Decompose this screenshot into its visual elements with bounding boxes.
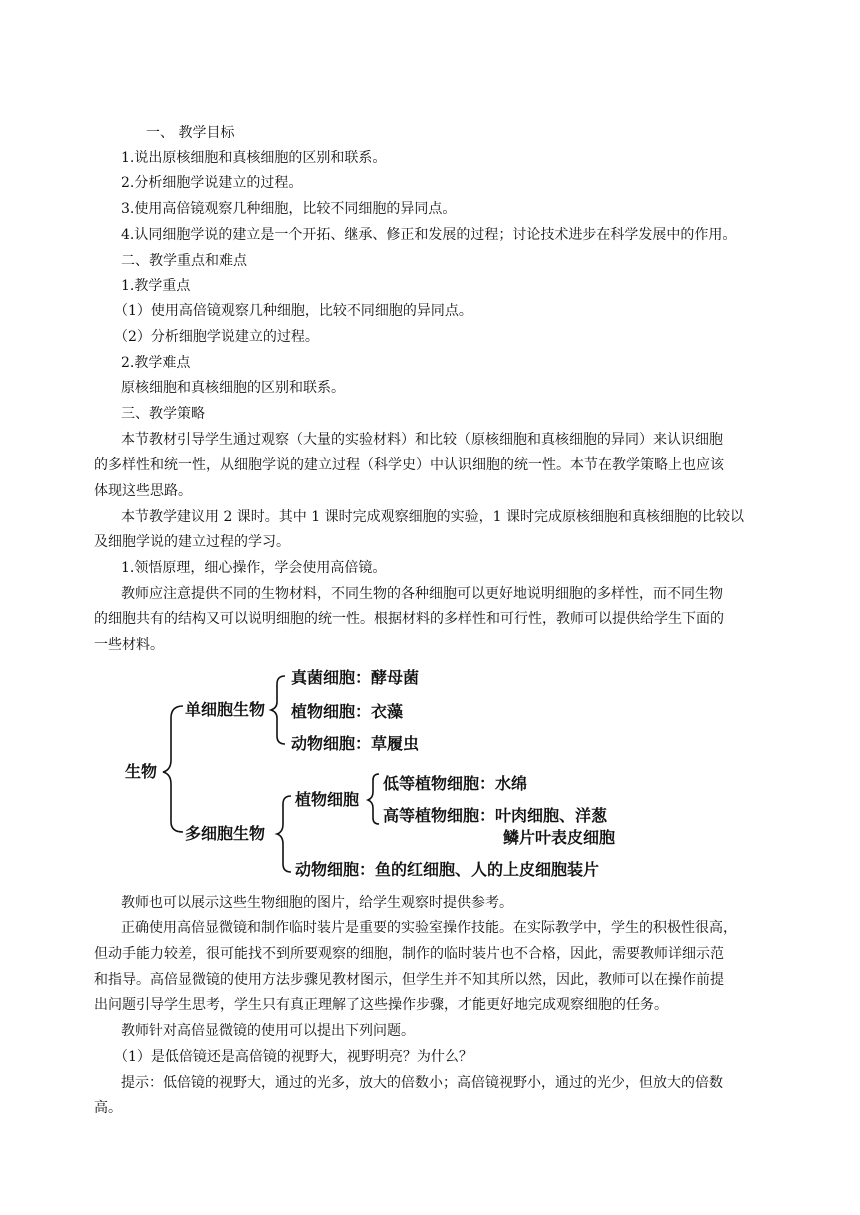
objective-2: 2.分析细胞学说建立的过程。	[121, 175, 303, 191]
strategy-p2-line1: 本节教学建议用 2 课时。其中 1 课时完成观察细胞的实验，1 课时完成原核细胞和真核细胞的比较以	[121, 509, 744, 525]
diagram-animal-uni: 动物细胞：草履虫	[291, 734, 420, 753]
strategy-p1-line3: 体现这些思路。	[94, 483, 192, 499]
diagram-higher-plant-1: 高等植物细胞：叶肉细胞、洋葱	[383, 806, 608, 825]
strategy-sub1: 1.领悟原理，细心操作，学会使用高倍镜。	[121, 560, 387, 576]
section1-heading: 一、 教学目标	[146, 125, 235, 141]
diagram-animal-multi: 动物细胞：鱼的红细胞、人的上皮细胞装片	[295, 860, 600, 879]
diagram-plant-uni: 植物细胞：衣藻	[291, 702, 404, 721]
strategy-p4-line2: 但动手能力较差，很可能找不到所要观察的细胞，制作的临时装片也不合格，因此，需要教师详细示范	[94, 946, 724, 962]
root-brace	[163, 706, 183, 832]
key-points-title: 1.教学重点	[121, 278, 191, 294]
multicellular-brace	[277, 796, 291, 872]
strategy-p5: 教师针对高倍显微镜的使用可以提出下列问题。	[121, 1023, 415, 1039]
diagram-unicellular: 单细胞生物	[185, 700, 266, 719]
diagram-multicellular: 多细胞生物	[185, 824, 266, 843]
strategy-p3-line3: 一些材料。	[94, 637, 164, 653]
unicellular-brace	[271, 676, 285, 744]
plant-multi-brace	[368, 774, 379, 824]
key-point-2: （2）分析细胞学说建立的过程。	[114, 329, 319, 345]
diagram-fungi: 真菌细胞：酵母菌	[291, 668, 420, 687]
diagram-plant-multi: 植物细胞	[295, 790, 360, 809]
hint-line1: 提示：低倍镜的视野大，通过的光多，放大的倍数小；高倍镜视野小，通过的光少，但放大的倍数	[121, 1075, 723, 1091]
after-diagram-text: 教师也可以展示这些生物细胞的图片，给学生观察时提供参考。	[121, 895, 513, 911]
diagram-root: 生物	[125, 762, 158, 781]
strategy-p3-line2: 的细胞共有的结构又可以说明细胞的统一性。根据材料的多样性和可行性，教师可以提供给学生下面的	[94, 611, 724, 627]
organism-classification-diagram	[115, 662, 675, 884]
strategy-p4-line1: 正确使用高倍显微镜和制作临时装片是重要的实验室操作技能。在实际教学中，学生的积极性很高，	[121, 920, 737, 936]
diagram-lower-plant: 低等植物细胞：水绵	[383, 774, 528, 793]
question-1: （1）是低倍镜还是高倍镜的视野大，视野明亮？为什么？	[114, 1049, 473, 1065]
strategy-p4-line3: 和指导。高倍显微镜的使用方法步骤见教材图示，但学生并不知其所以然，因此，教师可以在操作前提	[94, 972, 724, 988]
strategy-p2-line2: 及细胞学说的建立过程的学习。	[94, 534, 290, 550]
strategy-p3-line1: 教师应注意提供不同的生物材料，不同生物的各种细胞可以更好地说明细胞的多样性，而不同生物	[121, 586, 723, 602]
diagram-higher-plant-2: 鳞片叶表皮细胞	[503, 828, 616, 847]
strategy-p1-line2: 的多样性和统一性，从细胞学说的建立过程（科学史）中认识细胞的统一性。本节在教学策略上也应该	[94, 457, 724, 473]
hint-line2: 高。	[94, 1100, 122, 1116]
key-point-1: （1）使用高倍镜观察几种细胞，比较不同细胞的异同点。	[114, 303, 473, 319]
difficulty-text: 原核细胞和真核细胞的区别和联系。	[121, 380, 345, 396]
diagram-braces	[115, 662, 675, 884]
objective-4: 4.认同细胞学说的建立是一个开拓、继承、修正和发展的过程；讨论技术进步在科学发展中的作用。	[121, 227, 737, 243]
objective-3: 3.使用高倍镜观察几种细胞，比较不同细胞的异同点。	[121, 201, 457, 217]
strategy-p4-line4: 出问题引导学生思考，学生只有真正理解了这些操作步骤，才能更好地完成观察细胞的任务。	[94, 997, 668, 1013]
difficulty-title: 2.教学难点	[121, 355, 191, 371]
strategy-p1-line1: 本节教材引导学生通过观察（大量的实验材料）和比较（原核细胞和真核细胞的异同）来认识细胞	[121, 432, 723, 448]
section3-heading: 三、教学策略	[121, 406, 205, 422]
section2-heading: 二、教学重点和难点	[121, 253, 247, 269]
objective-1: 1.说出原核细胞和真核细胞的区别和联系。	[121, 150, 387, 166]
